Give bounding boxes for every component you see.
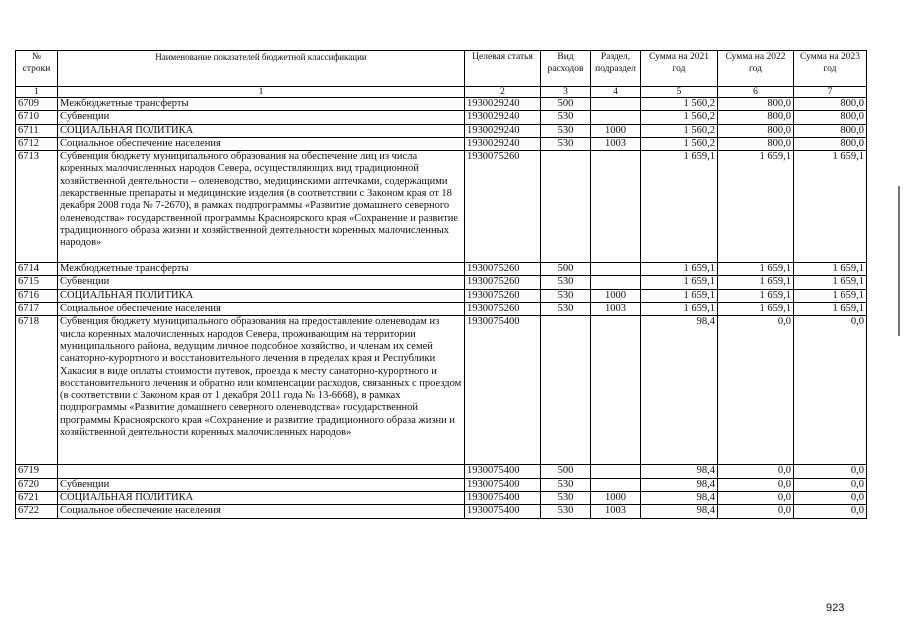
page-edge-shadow (898, 186, 900, 336)
table-row (16, 316, 867, 465)
row-number: 6717 (16, 303, 58, 316)
table-row (16, 98, 867, 111)
row-number: 6715 (16, 276, 58, 289)
row-expense-kind: 530 (541, 478, 591, 491)
row-target-article: 1930075400 (465, 505, 541, 518)
row-sum-2022: 800,0 (718, 124, 794, 137)
header-section: Раздел, подраздел (591, 51, 641, 87)
row-sum-2021: 1 659,1 (641, 151, 718, 263)
row-sum-2023: 0,0 (794, 316, 867, 465)
row-number: 6719 (16, 465, 58, 478)
row-sum-2022: 1 659,1 (718, 289, 794, 302)
row-name: СОЦИАЛЬНАЯ ПОЛИТИКА (58, 289, 465, 302)
row-target-article: 1930075260 (465, 151, 541, 263)
row-sum-2023: 0,0 (794, 478, 867, 491)
row-section (591, 276, 641, 289)
page-number: 923 (826, 602, 845, 614)
column-number: 5 (641, 87, 718, 98)
header-name: Наименование показателей бюджетной классификации (58, 51, 465, 87)
row-number: 6714 (16, 263, 58, 276)
table-row (16, 151, 867, 263)
row-section: 1000 (591, 491, 641, 504)
header-sum-2022: Сумма на 2022 год (718, 51, 794, 87)
row-name: Субвенции (58, 276, 465, 289)
row-sum-2023: 800,0 (794, 98, 867, 111)
column-number: 3 (541, 87, 591, 98)
row-section (591, 478, 641, 491)
row-sum-2023: 800,0 (794, 137, 867, 150)
row-sum-2022: 800,0 (718, 137, 794, 150)
row-sum-2021: 1 659,1 (641, 303, 718, 316)
row-sum-2023: 800,0 (794, 111, 867, 124)
row-number: 6722 (16, 505, 58, 518)
row-sum-2022: 0,0 (718, 478, 794, 491)
row-target-article: 1930075260 (465, 263, 541, 276)
row-number: 6713 (16, 151, 58, 263)
row-name: Социальное обеспечение населения (58, 137, 465, 150)
table-row (16, 289, 867, 302)
column-number: 7 (794, 87, 867, 98)
table-body (16, 98, 867, 519)
row-sum-2021: 1 560,2 (641, 137, 718, 150)
row-target-article: 1930029240 (465, 124, 541, 137)
row-expense-kind: 500 (541, 263, 591, 276)
column-number: 2 (465, 87, 541, 98)
row-sum-2022: 1 659,1 (718, 151, 794, 263)
row-section (591, 111, 641, 124)
row-sum-2022: 0,0 (718, 465, 794, 478)
row-sum-2023: 0,0 (794, 491, 867, 504)
row-name: СОЦИАЛЬНАЯ ПОЛИТИКА (58, 491, 465, 504)
row-name: Субвенции (58, 478, 465, 491)
table-row (16, 465, 867, 478)
row-sum-2021: 1 659,1 (641, 276, 718, 289)
row-name: Социальное обеспечение населения (58, 505, 465, 518)
row-number: 6712 (16, 137, 58, 150)
row-sum-2022: 0,0 (718, 316, 794, 465)
row-number: 6718 (16, 316, 58, 465)
table-header (16, 51, 867, 98)
row-section: 1003 (591, 505, 641, 518)
row-name: Межбюджетные трансферты (58, 263, 465, 276)
row-sum-2023: 1 659,1 (794, 263, 867, 276)
row-expense-kind (541, 316, 591, 465)
row-section (591, 263, 641, 276)
row-expense-kind: 530 (541, 303, 591, 316)
row-sum-2021: 98,4 (641, 491, 718, 504)
row-target-article: 1930029240 (465, 137, 541, 150)
row-name: Субвенции (58, 111, 465, 124)
row-target-article: 1930075260 (465, 276, 541, 289)
row-target-article: 1930075400 (465, 465, 541, 478)
row-sum-2023: 0,0 (794, 505, 867, 518)
row-section (591, 465, 641, 478)
column-number: 1 (58, 87, 465, 98)
row-name (58, 465, 465, 478)
row-expense-kind: 530 (541, 491, 591, 504)
row-sum-2021: 98,4 (641, 505, 718, 518)
table-row (16, 505, 867, 518)
row-name: Социальное обеспечение населения (58, 303, 465, 316)
row-name: Субвенция бюджету муниципального образования на обеспечение лиц из числа коренных малочисленных народов Севера, осуществляющих вид традиционной хозяйственной деятельности – оленеводство, медицинскими аптечками, содержащими лекарственные препараты и медицинские изделия (в соответствии с Законом края от 18 декабря 2008 года № 7-2670), в рамках подпрограммы «Развитие домашнего северного оленеводства» государственной программы Красноярского края «Сохранение и развитие традиционного образа жизни и хозяйственной деятельности коренных малочисленных народов» (58, 151, 465, 263)
row-expense-kind: 530 (541, 289, 591, 302)
row-expense-kind (541, 151, 591, 263)
row-target-article: 1930029240 (465, 98, 541, 111)
row-sum-2023: 1 659,1 (794, 276, 867, 289)
row-sum-2023: 1 659,1 (794, 303, 867, 316)
row-sum-2023: 800,0 (794, 124, 867, 137)
row-sum-2021: 98,4 (641, 478, 718, 491)
row-number: 6710 (16, 111, 58, 124)
row-sum-2022: 1 659,1 (718, 303, 794, 316)
row-number: 6716 (16, 289, 58, 302)
row-target-article: 1930075260 (465, 303, 541, 316)
table-row (16, 263, 867, 276)
header-expense-kind: Вид расходов (541, 51, 591, 87)
row-expense-kind: 530 (541, 505, 591, 518)
row-number: 6721 (16, 491, 58, 504)
row-sum-2021: 1 659,1 (641, 263, 718, 276)
row-target-article: 1930075400 (465, 316, 541, 465)
row-sum-2021: 1 659,1 (641, 289, 718, 302)
row-sum-2022: 1 659,1 (718, 276, 794, 289)
header-row (16, 51, 867, 87)
row-sum-2022: 800,0 (718, 111, 794, 124)
table-row (16, 478, 867, 491)
table-row (16, 303, 867, 316)
row-target-article: 1930075260 (465, 289, 541, 302)
table-row (16, 124, 867, 137)
header-sum-2021: Сумма на 2021 год (641, 51, 718, 87)
column-number: 6 (718, 87, 794, 98)
row-expense-kind: 500 (541, 465, 591, 478)
row-sum-2022: 0,0 (718, 491, 794, 504)
table-row (16, 137, 867, 150)
row-target-article: 1930029240 (465, 111, 541, 124)
column-number: 1 (16, 87, 58, 98)
row-number: 6720 (16, 478, 58, 491)
row-sum-2021: 1 560,2 (641, 124, 718, 137)
column-numbering-row (16, 87, 867, 98)
row-name: СОЦИАЛЬНАЯ ПОЛИТИКА (58, 124, 465, 137)
row-section: 1000 (591, 124, 641, 137)
row-expense-kind: 530 (541, 124, 591, 137)
row-number: 6709 (16, 98, 58, 111)
row-section: 1003 (591, 303, 641, 316)
row-target-article: 1930075400 (465, 478, 541, 491)
row-expense-kind: 530 (541, 111, 591, 124)
row-name: Субвенция бюджету муниципального образования на предоставление оленеводам из числа коренных малочисленных народов Севера, проживающим на территории муниципального района, ведущим личное подсобное хозяйство, и членам их семей санаторно-курортного и восстановительного лечения в пределах края и Республики Хакасия в виде оплаты стоимости путевок, проезда к месту санаторно-курортного и восстановительного лечения и обратно или компенсации расходов, связанных с проездом (в соответствии с Законом края от 1 декабря 2011 года № 13-6668), в рамках подпрограммы «Развитие домашнего северного оленеводства» государственной программы Красноярского края «Сохранение и развитие традиционного образа жизни и хозяйственной деятельности коренных малочисленных народов» (58, 316, 465, 465)
row-section (591, 98, 641, 111)
table-row (16, 111, 867, 124)
budget-table (15, 50, 867, 519)
row-sum-2021: 98,4 (641, 465, 718, 478)
row-sum-2023: 0,0 (794, 465, 867, 478)
row-expense-kind: 530 (541, 137, 591, 150)
header-row-number: № строки (16, 51, 58, 87)
row-number: 6711 (16, 124, 58, 137)
column-number: 4 (591, 87, 641, 98)
row-sum-2022: 0,0 (718, 505, 794, 518)
row-section: 1000 (591, 289, 641, 302)
row-target-article: 1930075400 (465, 491, 541, 504)
row-expense-kind: 500 (541, 98, 591, 111)
row-sum-2021: 1 560,2 (641, 98, 718, 111)
row-sum-2022: 1 659,1 (718, 263, 794, 276)
row-section (591, 151, 641, 263)
header-sum-2023: Сумма на 2023 год (794, 51, 867, 87)
row-sum-2023: 1 659,1 (794, 151, 867, 263)
row-sum-2023: 1 659,1 (794, 289, 867, 302)
row-name: Межбюджетные трансферты (58, 98, 465, 111)
row-sum-2021: 98,4 (641, 316, 718, 465)
row-expense-kind: 530 (541, 276, 591, 289)
row-section: 1003 (591, 137, 641, 150)
table-row (16, 276, 867, 289)
row-sum-2021: 1 560,2 (641, 111, 718, 124)
row-section (591, 316, 641, 465)
row-sum-2022: 800,0 (718, 98, 794, 111)
header-target-article: Целевая статья (465, 51, 541, 87)
table-row (16, 491, 867, 504)
